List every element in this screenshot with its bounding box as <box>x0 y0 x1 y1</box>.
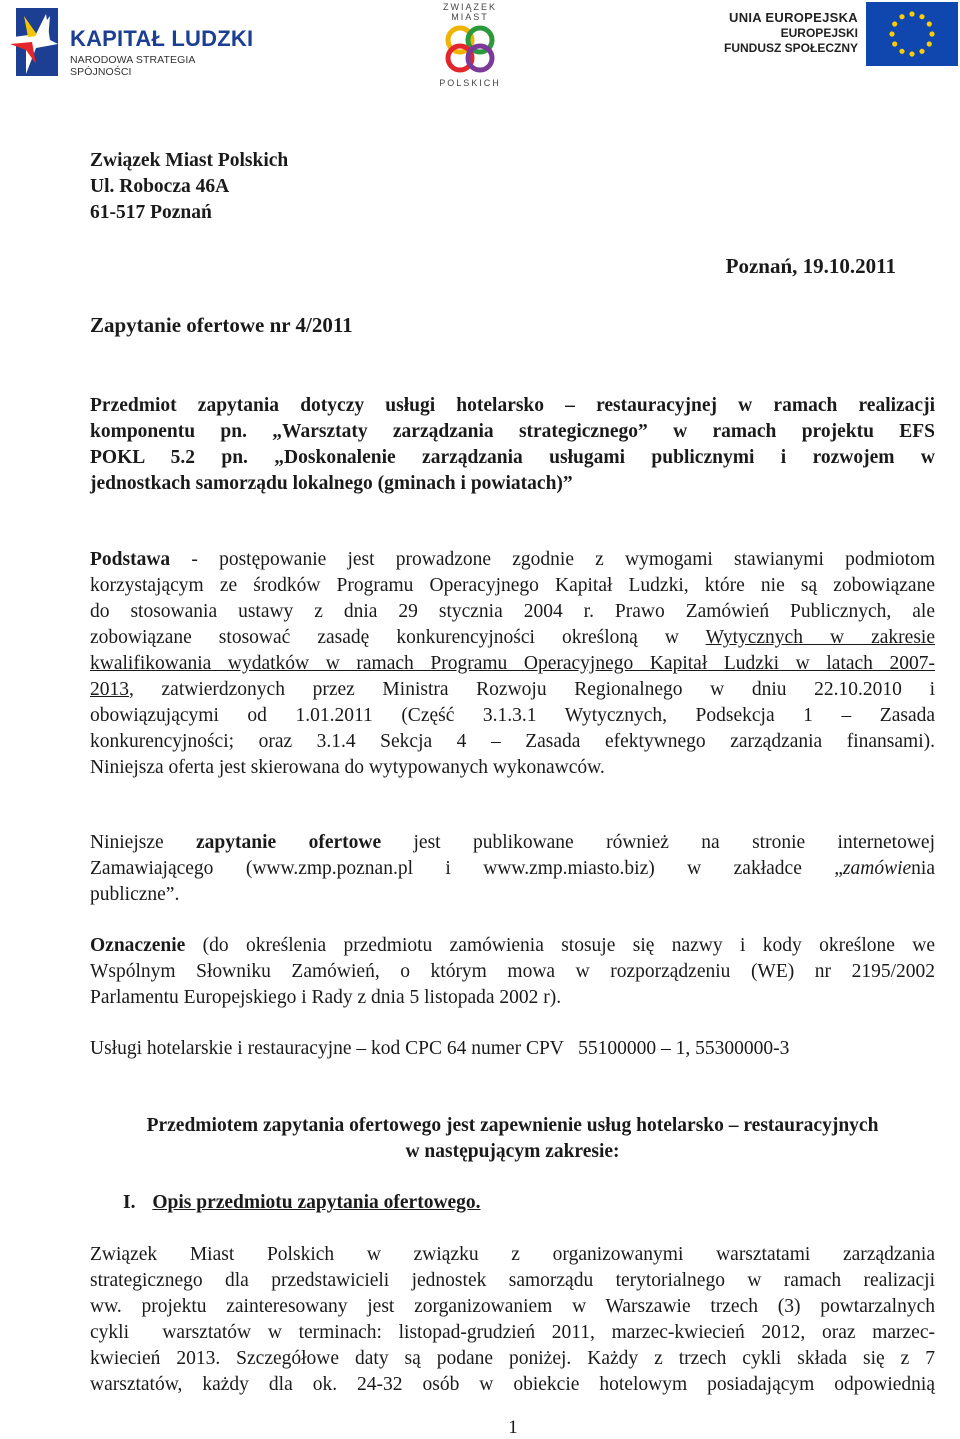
basis-label: Podstawa <box>90 549 171 570</box>
address-line: Ul. Robocza 46A <box>90 176 230 197</box>
basis-line: 2013, zatwierdzonych przez Ministra Rozwoju Regionalnego w dniu 22.10.2010 i <box>90 679 935 700</box>
guidelines-reference: Wytycznych w zakresie <box>705 627 935 648</box>
guidelines-reference: kwalifikowania wydatków w ramach Programu Operacyjnego Kapitał Ludzki w latach 2007- <box>90 653 935 674</box>
zmp-logo <box>420 0 520 92</box>
description-line: cykli warsztatów w terminach: listopad-grudzień 2011, marzec-kwiecień 2012, oraz marzec- <box>90 1322 935 1343</box>
designation-line: Parlamentu Europejskiego i Rady z dnia 5 listopada 2002 r). <box>90 987 562 1008</box>
basis-line: Podstawa - postępowanie jest prowadzone zgodnie z wymogami stawianymi podmiotom <box>90 549 935 570</box>
publication-line: publiczne”. <box>90 884 180 905</box>
basis-line: zobowiązane stosować zasadę konkurencyjności określoną w Wytycznych w zakresie <box>90 627 935 648</box>
address-line: Związek Miast Polskich <box>90 150 289 171</box>
codes-text: Usługi hotelarskie i restauracyjne – kod CPC 64 numer CPV 55100000 – 1, 55300000-3 <box>90 1038 790 1059</box>
basis-line: korzystającym ze środków Programu Operacyjnego Kapitał Ludzki, które nie są zobowiązane <box>90 575 935 596</box>
publication-paragraph <box>90 830 935 908</box>
section-title: Opis przedmiotu zapytania ofertowego. <box>152 1192 481 1213</box>
designation-line: Wspólnym Słowniku Zamówień, o którym mowa w rozporządzeniu (WE) nr 2195/2002 <box>90 961 935 982</box>
basis-line: obowiązującymi od 1.01.2011 (Część 3.1.3.1 Wytycznych, Podsekcja 1 – Zasada <box>90 705 935 726</box>
description-line: strategicznego dla przedstawicieli jednostek samorządu terytorialnego w ramach realizacji <box>90 1270 935 1291</box>
subject-paragraph <box>90 393 935 497</box>
eu-line3: FUNDUSZ SPOŁECZNY <box>723 41 858 55</box>
description-line: Związek Miast Polskich w związku z organizowanymi warsztatami zarządzania <box>90 1244 935 1265</box>
kl-subtitle: NARODOWA STRATEGIA SPÓJNOŚCI <box>70 54 195 78</box>
publication-line: Zamawiającego (www.zmp.poznan.pl i www.zmp.miasto.biz) w zakładce „zamówienia <box>90 858 935 879</box>
basis-line: konkurencyjności; oraz 3.1.4 Sekcja 4 – Zasada efektywnego zarządzania finansami). <box>90 731 935 752</box>
description-line: ww. projektu zainteresowany jest zorganizowaniem w Warszawie trzech (3) powtarzalnych <box>90 1296 935 1317</box>
zmp-top-text: ZWIĄZEK MIAST <box>443 2 497 22</box>
address-block <box>90 148 935 226</box>
subject-line: POKL 5.2 pn. „Doskonalenie zarządzania usługami publicznymi i rozwojem w <box>90 447 935 468</box>
designation-line: Oznaczenie (do określenia przedmiotu zamówienia stosuje się nazwy i kody określone we <box>90 935 935 956</box>
basis-line: Niniejsza oferta jest skierowana do wytypowanych wykonawców. <box>90 757 605 778</box>
document-date: Poznań, 19.10.2011 <box>725 254 896 278</box>
description-paragraph <box>90 1242 935 1398</box>
page-number: 1 <box>508 1417 518 1438</box>
section-heading <box>123 1190 481 1216</box>
scope-heading-line: w następującym zakresie: <box>405 1141 620 1162</box>
eu-text-block <box>698 10 858 56</box>
section-number: I. <box>123 1192 136 1213</box>
eu-flag-icon <box>866 2 958 66</box>
publication-line: Niniejsze zapytanie ofertowe jest publikowane również na stronie internetowej <box>90 832 935 853</box>
zmp-bottom-text: POLSKICH <box>439 78 501 88</box>
kapital-ludzki-logo <box>6 4 256 80</box>
kl-title: KAPITAŁ LUDZKI <box>70 26 254 51</box>
eu-line1: UNIA EUROPEJSKA <box>729 10 858 25</box>
inquiry-title: Zapytanie ofertowe nr 4/2011 <box>90 313 353 337</box>
header-logos <box>0 0 960 100</box>
guidelines-reference: 2013 <box>90 679 129 700</box>
designation-label: Oznaczenie <box>90 935 186 956</box>
subject-line: Przedmiot zapytania dotyczy usługi hotelarsko – restauracyjnej w ramach realizacji <box>90 395 935 416</box>
eu-line2: EUROPEJSKI <box>780 26 858 40</box>
description-line: warsztatów, każdy dla ok. 24-32 osób w obiekcie hotelowym posiadającym odpowiednią <box>90 1374 935 1395</box>
subject-line: jednostkach samorządu lokalnego (gminach i powiatach)” <box>90 473 573 494</box>
codes-line <box>90 1036 935 1062</box>
address-line: 61-517 Poznań <box>90 202 212 223</box>
basis-line: do stosowania ustawy z dnia 29 stycznia 2004 r. Prawo Zamówień Publicznych, ale <box>90 601 935 622</box>
scope-heading <box>90 1113 935 1165</box>
eu-stars-icon <box>866 2 958 66</box>
subject-line: komponentu pn. „Warsztaty zarządzania strategicznego” w ramach projektu EFS <box>90 421 935 442</box>
scope-heading-line: Przedmiotem zapytania ofertowego jest zapewnienie usług hotelarsko – restauracyjnych <box>146 1115 879 1136</box>
basis-paragraph <box>90 547 935 781</box>
designation-paragraph <box>90 933 935 1011</box>
description-line: kwiecień 2013. Szczegółowe daty są podane poniżej. Każdy z trzech cykli składa się z 7 <box>90 1348 935 1369</box>
